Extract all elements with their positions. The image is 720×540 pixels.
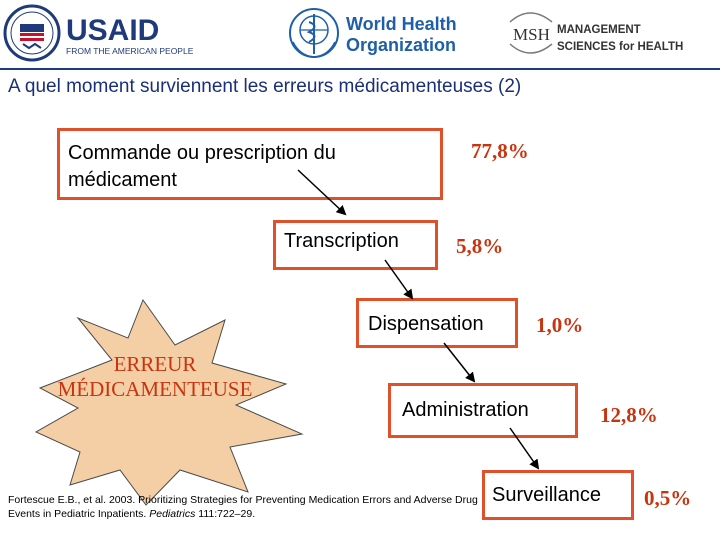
stage-label-surveillance: Surveillance (492, 484, 601, 506)
stage-label-dispensation: Dispensation (368, 313, 484, 335)
burst-label-line1: ERREUR (113, 352, 197, 376)
who-wordmark-line2: Organization (346, 35, 457, 55)
stage-label-prescription: Commande ou prescription du médicament (68, 142, 336, 191)
citation (8, 493, 478, 521)
msh-line1: MANAGEMENT (557, 24, 641, 36)
stage-percent-surveillance: 0,5% (644, 486, 692, 510)
slide-title: A quel moment surviennent les erreurs médicamenteuses (2) (8, 76, 522, 97)
arrow-transcription-to-dispensation (385, 260, 412, 298)
citation-pages: 111:722–29. (198, 508, 256, 520)
stage-percent-administration: 12,8% (600, 403, 658, 427)
stage-label-administration: Administration (402, 399, 529, 421)
citation-text: Fortescue E.B., et al. 2003. Prioritizing Strategies for Preventing Medication Errors and Adverse Drug Events in Pediatric Inpatients. (8, 494, 478, 520)
stage-label-transcription: Transcription (284, 230, 399, 252)
usaid-wordmark: USAID (66, 14, 160, 47)
arrow-prescription-to-transcription (298, 170, 345, 214)
stage-percent-transcription: 5,8% (456, 234, 504, 258)
arrow-dispensation-to-administration (444, 343, 474, 381)
stage-percent-prescription: 77,8% (471, 139, 529, 163)
msh-abbr: MSH (513, 25, 550, 44)
who-wordmark-line1: World Health (346, 14, 457, 34)
burst-label-line2: MÉDICAMENTEUSE (57, 377, 253, 401)
msh-line2: SCIENCES for HEALTH (557, 41, 684, 53)
usaid-tagline: FROM THE AMERICAN PEOPLE (66, 46, 194, 56)
arrow-administration-to-surveillance (510, 428, 538, 468)
citation-journal: Pediatrics (149, 508, 196, 520)
stage-percent-dispensation: 1,0% (536, 313, 584, 337)
